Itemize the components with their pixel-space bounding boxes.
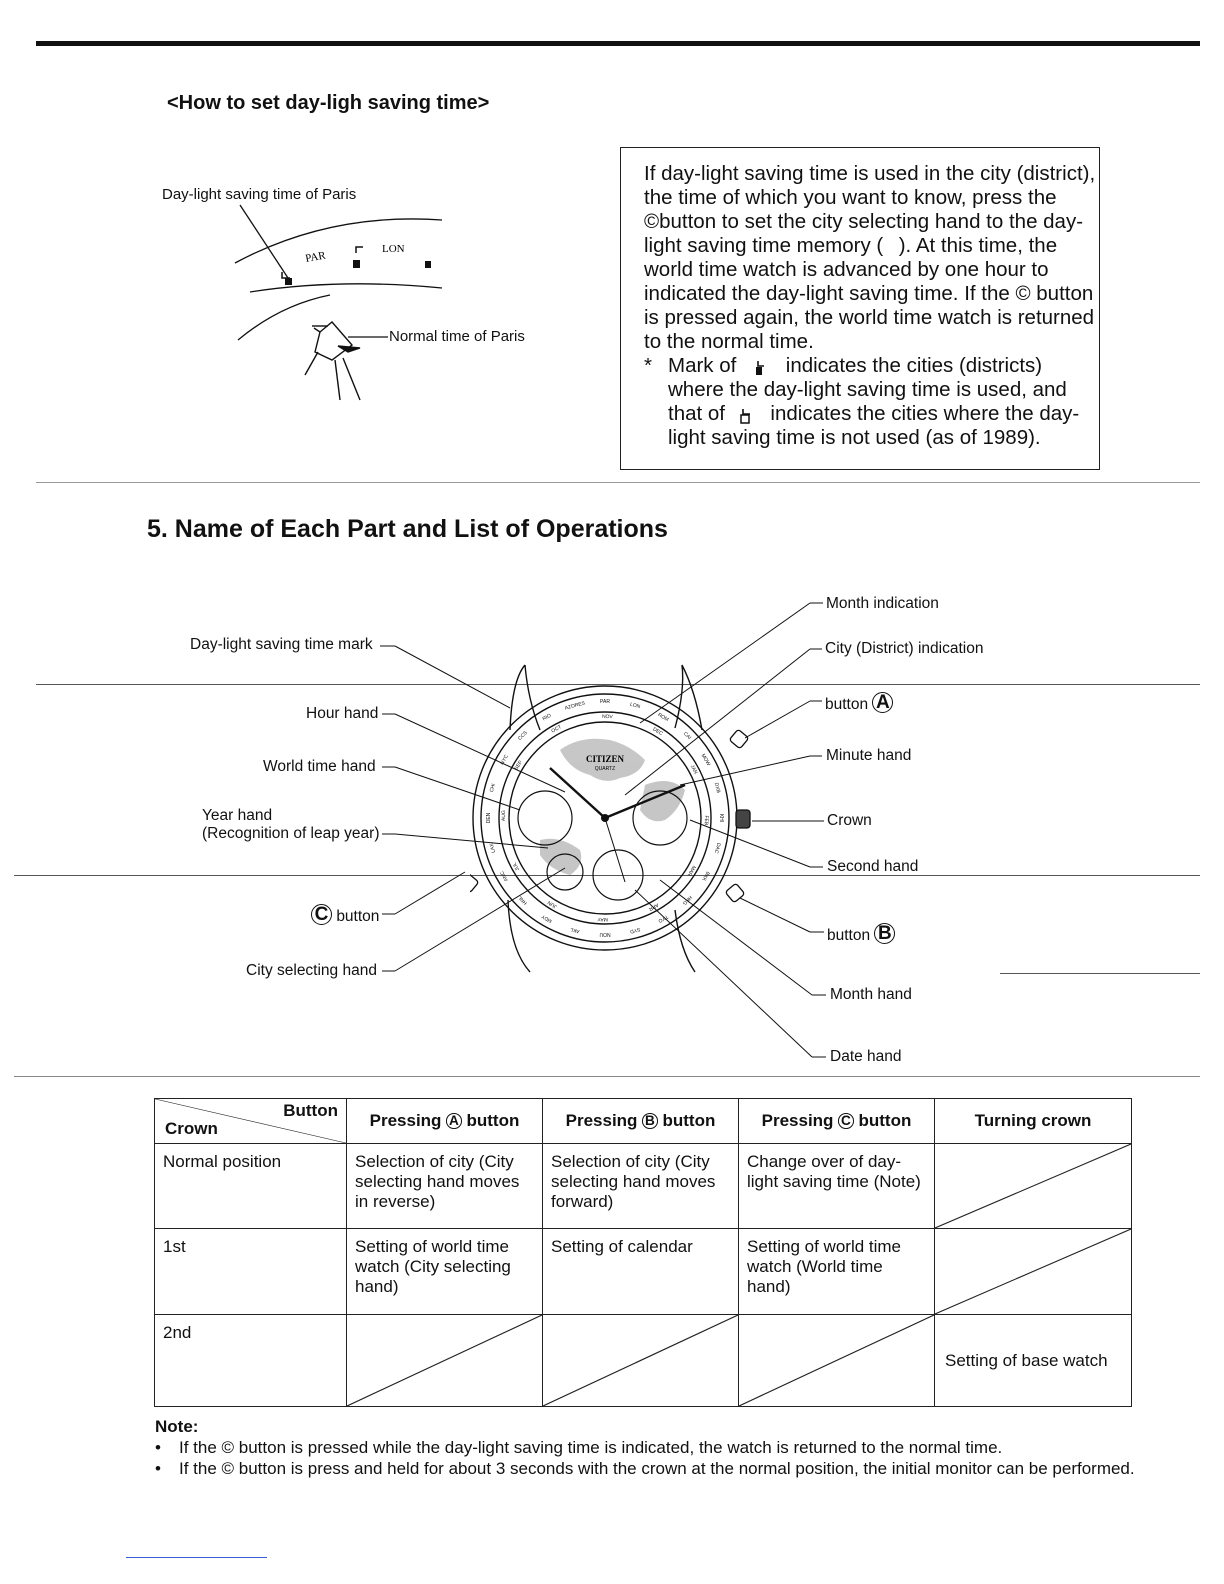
label-b-button	[827, 923, 895, 945]
month-ring-label: OCT	[550, 724, 563, 735]
bezel-city-label: ROM	[656, 712, 670, 724]
month-ring-label: AUG	[500, 810, 508, 822]
city-par-label: PAR	[304, 249, 327, 265]
bezel-city-label: DXB	[712, 782, 722, 794]
operations-table	[154, 1098, 1132, 1407]
month-ring-label: JUL	[511, 861, 522, 872]
label-c-button	[311, 904, 379, 926]
month-ring-label: JUN	[546, 899, 559, 910]
cell-1st-turn-empty	[935, 1229, 1132, 1315]
month-ring-label: FEB	[702, 815, 710, 826]
note-part3: indicates the cities where the day-light saving time is not used (as of 1989).	[668, 402, 1080, 449]
cell-2nd-b-empty	[543, 1315, 739, 1407]
label-year-hand-note: (Recognition of leap year)	[202, 825, 380, 842]
dst-dial-diagram	[220, 200, 460, 410]
bezel-city-label: CAI	[681, 730, 693, 742]
c-circle-icon: C	[838, 1113, 854, 1129]
cell-2nd-a-empty	[347, 1315, 543, 1407]
pointer-line-dst	[240, 205, 288, 278]
cell-2nd-turn: Setting of base watch	[935, 1315, 1132, 1407]
corner-button-label: Button	[283, 1101, 338, 1120]
bezel-city-label: DAC	[712, 842, 722, 854]
month-ring-label: NOV	[601, 713, 613, 721]
label-second-hand: Second hand	[827, 858, 919, 875]
bezel-city-label: MOW	[699, 752, 712, 768]
footer-rule	[126, 1557, 267, 1558]
b-circle-icon: B	[642, 1113, 658, 1129]
note-item	[155, 1458, 1155, 1479]
c-circle-icon: C	[311, 904, 332, 925]
label-dst-mark: Day-light saving time mark	[190, 636, 373, 653]
city-lon-marker	[425, 261, 431, 268]
note-part1: Mark of	[668, 354, 737, 377]
label-crown: Crown	[827, 812, 872, 829]
header-press-c: Pressing C button	[739, 1099, 935, 1144]
label-world-time-hand: World time hand	[263, 758, 376, 775]
cell-normal-b: Selection of city (City selecting hand moves forward)	[543, 1144, 739, 1229]
month-ring-label: APR	[647, 901, 660, 912]
dst-used-mark-icon	[742, 357, 780, 377]
label-hour-hand: Hour hand	[306, 705, 379, 722]
bullet-icon: •	[155, 1459, 161, 1478]
bezel-city-label: AZORES	[564, 700, 586, 712]
dst-info-paragraph: If day-light saving time is used in the city (district), the time of which you want to know, press the ©button to set the city selecting hand to the day-light saving time memory ( ). At this time, the world time watch is advanced by one hour to indicated the day-light saving time. If the © button is pressed again, the world time watch is returned to the normal time.	[644, 162, 1096, 353]
note-asterisk: *	[644, 354, 652, 377]
leader-lines	[0, 580, 1224, 1080]
corner-cell	[155, 1099, 347, 1144]
label-year-hand: Year hand	[202, 807, 273, 824]
bezel-city-label: CCS	[517, 730, 529, 742]
label-city-selecting-hand: City selecting hand	[246, 962, 377, 979]
note-text-1: If the © button is pressed while the day-light saving time is indicated, the watch is returned to the normal time.	[179, 1438, 1003, 1457]
dst-mark-note	[644, 354, 1099, 450]
section-divider	[36, 482, 1200, 483]
note-item	[155, 1437, 1155, 1458]
label-month-indication: Month indication	[826, 595, 939, 612]
bezel-city-label: TYO	[657, 913, 669, 924]
label-c-button-text: button	[336, 907, 380, 925]
bezel-city-label: DEN	[486, 812, 492, 824]
dial-lower-arc	[238, 295, 330, 340]
label-a-button	[825, 692, 893, 714]
dst-subheading: <How to set day-ligh saving time>	[167, 92, 490, 114]
corner-crown-label: Crown	[165, 1119, 218, 1138]
notes-title: Note:	[155, 1417, 199, 1436]
bezel-city-label: AKL	[569, 925, 581, 935]
notes-section	[155, 1416, 1155, 1479]
cell-normal-c: Change over of day-light saving time (Note)	[739, 1144, 935, 1229]
cell-normal-a: Selection of city (City selecting hand moves in reverse)	[347, 1144, 543, 1229]
bezel-city-label: MDY	[540, 913, 554, 924]
label-minute-hand: Minute hand	[826, 747, 912, 764]
bezel-city-label: LAX	[488, 842, 498, 854]
month-ring-label: DEC	[651, 726, 664, 738]
label-a-button-text: button	[825, 695, 869, 713]
bezel-city-label: NOU	[599, 931, 611, 937]
label-b-button-text: button	[827, 926, 871, 944]
month-ring-label: MAR	[685, 864, 697, 877]
cell-crown-normal: Normal position	[155, 1144, 347, 1229]
bezel-city-label: NYC	[499, 753, 510, 767]
bezel-city-label: SYD	[629, 925, 641, 935]
note-part2: indicates the cities (districts) where the day-light saving time is used, and that of	[668, 354, 1067, 425]
bezel-city-label: HKG	[681, 894, 693, 906]
bezel-city-label: PAR	[600, 699, 610, 705]
label-dst-paris: Day-light saving time of Paris	[162, 186, 357, 203]
bezel-city-label: BKK	[700, 870, 711, 882]
dst-info-box	[620, 147, 1100, 470]
cell-crown-2nd: 2nd	[155, 1315, 347, 1407]
bezel-city-label: LON	[629, 701, 641, 711]
cell-normal-turn-empty	[935, 1144, 1132, 1229]
month-ring-label: SEP	[513, 759, 524, 772]
header-press-a: Pressing A button	[347, 1099, 543, 1144]
b-circle-icon: B	[874, 923, 895, 944]
dst-not-used-mark-icon	[731, 405, 765, 425]
header-press-b: Pressing B button	[543, 1099, 739, 1144]
a-circle-icon: A	[872, 692, 893, 713]
city-selecting-hand-icon	[305, 322, 360, 400]
watch-brand: CITIZEN	[585, 754, 625, 764]
label-city-indication: City (District) indication	[825, 640, 984, 657]
table-header-row	[155, 1099, 1132, 1144]
bezel-city-label: KHI	[718, 813, 724, 823]
bezel-city-label: CHI	[488, 783, 497, 793]
month-ring-label: MAY	[597, 915, 608, 923]
dial-inner-arc	[250, 284, 442, 292]
label-normal-paris: Normal time of Paris	[389, 328, 525, 345]
table-row	[155, 1229, 1132, 1315]
top-rule	[36, 41, 1200, 46]
bezel-city-label: RIO	[541, 712, 553, 723]
cell-2nd-c-empty	[739, 1315, 935, 1407]
cell-crown-1st: 1st	[155, 1229, 347, 1315]
bezel-city-label: HNL	[517, 894, 529, 906]
a-circle-icon: A	[446, 1113, 462, 1129]
bezel-city-label: ANC	[499, 869, 510, 883]
dst-mark-icon-par	[353, 247, 363, 268]
label-month-hand: Month hand	[830, 986, 912, 1003]
city-lon-label: LON	[382, 243, 405, 255]
label-date-hand: Date hand	[830, 1048, 902, 1065]
cell-1st-b: Setting of calendar	[543, 1229, 739, 1315]
cell-1st-a: Setting of world time watch (City selecting hand)	[347, 1229, 543, 1315]
cell-1st-c: Setting of world time watch (World time hand)	[739, 1229, 935, 1315]
note-text-2: If the © button is press and held for about 3 seconds with the crown at the normal position, the initial monitor can be performed.	[179, 1459, 1135, 1478]
table-row	[155, 1315, 1132, 1407]
dst-mark-icon	[282, 272, 292, 285]
table-row	[155, 1144, 1132, 1229]
section5-heading: 5. Name of Each Part and List of Operations	[147, 515, 668, 543]
header-turning-crown: Turning crown	[935, 1099, 1132, 1144]
dial-outer-arc	[235, 219, 442, 263]
watch-movement: QUARTZ	[594, 766, 616, 772]
month-ring-label: JAN	[688, 763, 699, 776]
bullet-icon: •	[155, 1438, 161, 1457]
